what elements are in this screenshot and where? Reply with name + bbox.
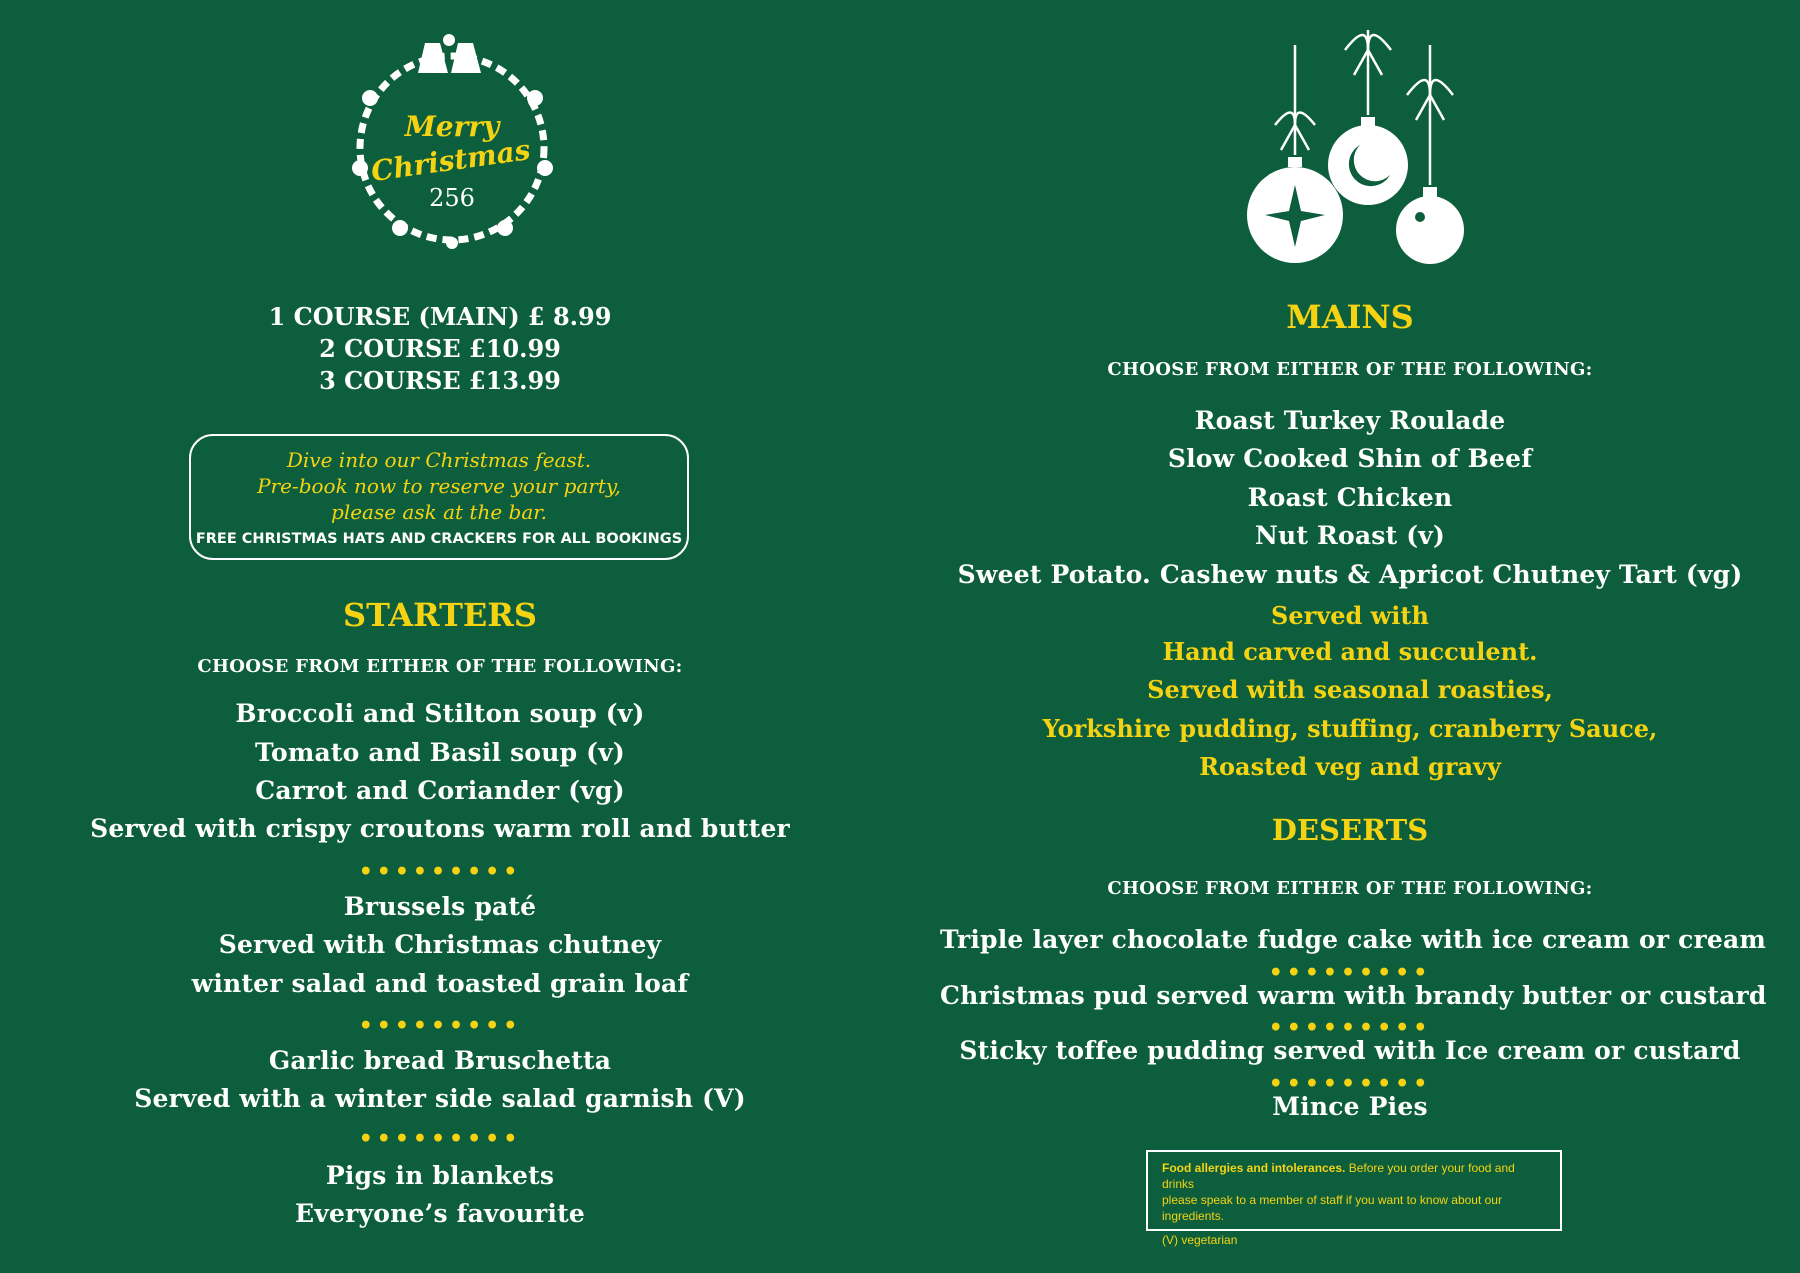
starter-item: Pigs in blankets — [325, 1161, 555, 1190]
promo-free: FREE CHRISTMAS HATS AND CRACKERS FOR ALL BOOKINGS — [195, 531, 683, 547]
deserts-heading: DESERTS — [1271, 813, 1429, 847]
deserts-choose: CHOOSE FROM EITHER OF THE FOLLOWING: — [1107, 878, 1593, 899]
divider-dots: ••••••••• — [1268, 1071, 1432, 1097]
promo-line: Pre-book now to reserve your party, — [257, 474, 621, 498]
divider-dots: ••••••••• — [358, 1013, 522, 1039]
allergy-title: Food allergies and intolerances. — [1162, 1161, 1346, 1175]
starter-item: Carrot and Coriander (vg) — [255, 776, 625, 805]
divider-dots: ••••••••• — [358, 1126, 522, 1152]
desert-item: Sticky toffee pudding served with Ice cream or custard — [959, 1036, 1741, 1065]
baubles-illustration — [1235, 25, 1475, 280]
starters-heading: STARTERS — [343, 596, 537, 634]
price-3-course: 3 COURSE £13.99 — [319, 366, 561, 395]
promo-box — [189, 434, 689, 560]
price-2-course: 2 COURSE £10.99 — [319, 334, 561, 363]
promo-line: Dive into our Christmas feast. — [286, 448, 592, 472]
starter-item: Garlic bread Bruschetta — [268, 1046, 612, 1075]
allergy-notice — [1146, 1150, 1562, 1247]
main-item: Nut Roast (v) — [1254, 521, 1446, 550]
christmas-wreath-logo — [340, 28, 565, 258]
divider-dots: ••••••••• — [1268, 960, 1432, 986]
starter-item: Everyone’s favourite — [295, 1199, 585, 1228]
mains-heading: MAINS — [1286, 298, 1414, 336]
served-line: Hand carved and succulent. — [1162, 637, 1538, 666]
divider-dots: ••••••••• — [358, 859, 522, 885]
allergy-veg: (V) vegetarian — [1162, 1233, 1238, 1247]
divider-dots: ••••••••• — [1268, 1015, 1432, 1041]
logo-christmas: Christmas — [369, 133, 533, 189]
allergy-text: Before you order your food and drinks — [1162, 1161, 1515, 1191]
starter-item: Served with a winter side salad garnish (V) — [134, 1084, 746, 1113]
logo-brand: 256 — [429, 184, 475, 212]
desert-item: Triple layer chocolate fudge cake with ice cream or cream — [940, 925, 1767, 954]
starter-item: winter salad and toasted grain loaf — [191, 969, 689, 998]
starter-item: Brussels paté — [343, 892, 537, 921]
main-item: Roast Chicken — [1247, 483, 1453, 512]
starter-item: Broccoli and Stilton soup (v) — [235, 699, 645, 728]
promo-line: please ask at the bar. — [331, 500, 547, 524]
mains-choose: CHOOSE FROM EITHER OF THE FOLLOWING: — [1107, 359, 1593, 380]
desert-item: Mince Pies — [1272, 1092, 1428, 1121]
price-1-course: 1 COURSE (MAIN) £ 8.99 — [268, 302, 612, 331]
starter-item: Served with Christmas chutney — [218, 930, 662, 959]
starter-item: Served with crispy croutons warm roll and butter — [90, 814, 790, 843]
served-line: Served with seasonal roasties, — [1147, 675, 1553, 704]
served-line: Served with — [1271, 601, 1429, 630]
starter-item: Tomato and Basil soup (v) — [255, 738, 625, 767]
starters-choose: CHOOSE FROM EITHER OF THE FOLLOWING: — [197, 656, 683, 677]
main-item: Sweet Potato. Cashew nuts & Apricot Chutney Tart (vg) — [957, 560, 1743, 589]
desert-item: Christmas pud served warm with brandy butter or custard — [940, 981, 1767, 1010]
allergy-text: please speak to a member of staff if you want to know about our ingredients. — [1162, 1193, 1502, 1223]
served-line: Yorkshire pudding, stuffing, cranberry Sauce, — [1042, 714, 1658, 743]
served-line: Roasted veg and gravy — [1199, 752, 1501, 781]
main-item: Slow Cooked Shin of Beef — [1167, 444, 1533, 473]
main-item: Roast Turkey Roulade — [1194, 406, 1506, 435]
logo-merry: Merry — [404, 110, 500, 143]
